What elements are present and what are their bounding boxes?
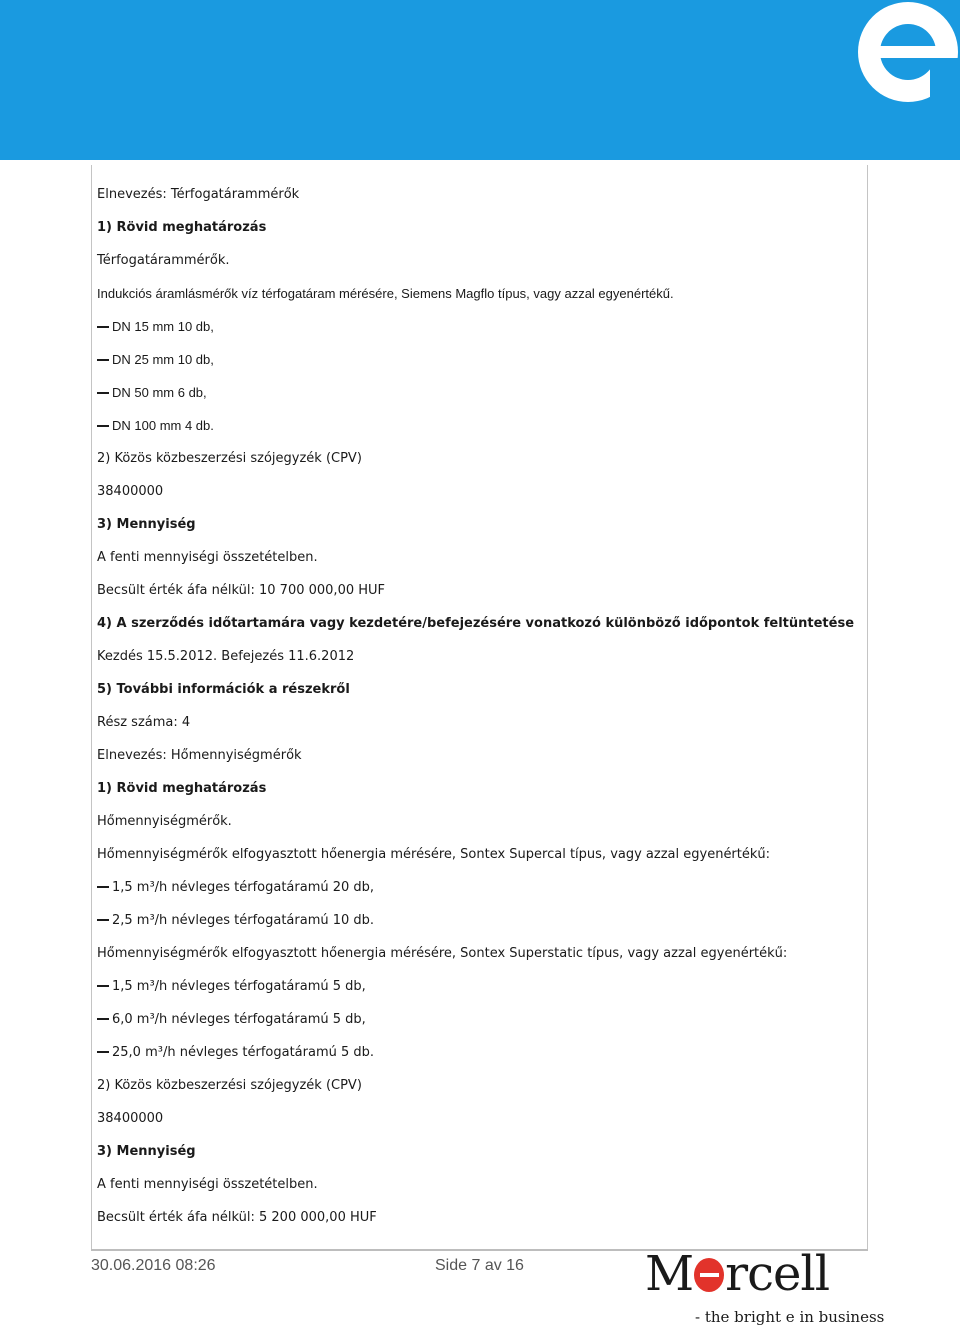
text-line xyxy=(97,574,857,607)
line-text: Elnevezés: Hőmennyiségmérők xyxy=(97,748,302,763)
line-text: Becsült érték áfa nélkül: 5 200 000,00 HUF xyxy=(97,1210,377,1225)
section-heading xyxy=(97,607,857,640)
dash-bullet-icon xyxy=(97,425,109,427)
list-item xyxy=(97,343,857,376)
brand-word-start: M xyxy=(645,1246,694,1302)
line-text: 3) Mennyiség xyxy=(97,517,196,532)
text-line xyxy=(97,706,857,739)
line-text: 1) Rövid meghatározás xyxy=(97,781,267,796)
line-text: Térfogatárammérők. xyxy=(97,253,230,268)
line-text: Becsült érték áfa nélkül: 10 700 000,00 HUF xyxy=(97,583,386,598)
line-text: 3) Mennyiség xyxy=(97,1144,196,1159)
list-item xyxy=(97,409,857,442)
text-line xyxy=(97,244,857,277)
dash-bullet-icon xyxy=(97,985,109,987)
e-logo-icon xyxy=(810,0,960,110)
text-line xyxy=(97,442,857,475)
section-heading xyxy=(97,211,857,244)
dash-bullet-icon xyxy=(97,359,109,361)
brand-word-end: rcell xyxy=(725,1246,830,1302)
text-line xyxy=(97,838,857,871)
document-body xyxy=(97,178,857,1234)
line-text: 4) A szerződés időtartamára vagy kezdetére/befejezésére vonatkozó különböző időpontok feltüntetése xyxy=(97,616,855,631)
dash-bullet-icon xyxy=(97,392,109,394)
line-text: Indukciós áramlásmérők víz térfogatáram mérésére, Siemens Magflo típus, vagy azzal egyenértékű. xyxy=(97,286,674,301)
text-line xyxy=(97,739,857,772)
text-line xyxy=(97,277,857,310)
line-text: 5) További információk a részekről xyxy=(97,682,350,697)
line-text: Elnevezés: Térfogatárammérők xyxy=(97,187,300,202)
list-item xyxy=(97,871,857,904)
list-item xyxy=(97,970,857,1003)
brand-logo xyxy=(645,1246,885,1329)
dash-bullet-icon xyxy=(97,886,109,888)
line-text: DN 100 mm 4 db. xyxy=(112,418,214,433)
line-text: 38400000 xyxy=(97,484,164,499)
line-text: 2,5 m³/h névleges térfogatáramú 10 db. xyxy=(112,913,375,928)
text-line xyxy=(97,178,857,211)
footer-page-number: Side 7 av 16 xyxy=(435,1257,524,1274)
text-line xyxy=(97,937,857,970)
section-heading xyxy=(97,508,857,541)
text-line xyxy=(97,541,857,574)
line-text: Hőmennyiségmérők elfogyasztott hőenergia mérésére, Sontex Supercal típus, vagy azzal egyenértékű: xyxy=(97,847,771,862)
dash-bullet-icon xyxy=(97,1018,109,1020)
line-text: DN 25 mm 10 db, xyxy=(112,352,214,367)
line-text: 2) Közös közbeszerzési szójegyzék (CPV) xyxy=(97,451,362,466)
brand-wordmark xyxy=(645,1246,829,1302)
section-heading xyxy=(97,772,857,805)
text-line xyxy=(97,475,857,508)
list-item xyxy=(97,904,857,937)
section-heading xyxy=(97,1135,857,1168)
footer-date: 30.06.2016 08:26 xyxy=(91,1257,216,1274)
line-text: 6,0 m³/h névleges térfogatáramú 5 db, xyxy=(112,1012,366,1027)
list-item xyxy=(97,310,857,343)
line-text: Rész száma: 4 xyxy=(97,715,191,730)
line-text: 2) Közös közbeszerzési szójegyzék (CPV) xyxy=(97,1078,362,1093)
line-text: 1,5 m³/h névleges térfogatáramú 5 db, xyxy=(112,979,366,994)
text-line xyxy=(97,1102,857,1135)
line-text: 38400000 xyxy=(97,1111,164,1126)
list-item xyxy=(97,1036,857,1069)
line-text: DN 15 mm 10 db, xyxy=(112,319,214,334)
text-line xyxy=(97,1201,857,1234)
list-item xyxy=(97,1003,857,1036)
line-text: Hőmennyiségmérők. xyxy=(97,814,232,829)
text-line xyxy=(97,1069,857,1102)
frame-border-right xyxy=(867,165,868,1250)
brand-tagline: - the bright e in business xyxy=(695,1308,885,1326)
line-text: A fenti mennyiségi összetételben. xyxy=(97,1177,318,1192)
line-text: DN 50 mm 6 db, xyxy=(112,385,207,400)
section-heading xyxy=(97,673,857,706)
line-text: Hőmennyiségmérők elfogyasztott hőenergia mérésére, Sontex Superstatic típus, vagy azzal egyenértékű: xyxy=(97,946,788,961)
dash-bullet-icon xyxy=(97,919,109,921)
line-text: A fenti mennyiségi összetételben. xyxy=(97,550,318,565)
dash-bullet-icon xyxy=(97,1051,109,1053)
line-text: 1,5 m³/h névleges térfogatáramú 20 db, xyxy=(112,880,375,895)
line-text: Kezdés 15.5.2012. Befejezés 11.6.2012 xyxy=(97,649,355,664)
e-logo-icon xyxy=(694,1258,724,1292)
text-line xyxy=(97,640,857,673)
frame-border-left xyxy=(91,165,92,1250)
list-item xyxy=(97,376,857,409)
line-text: 25,0 m³/h névleges térfogatáramú 5 db. xyxy=(112,1045,375,1060)
text-line xyxy=(97,1168,857,1201)
text-line xyxy=(97,805,857,838)
header-banner xyxy=(0,0,960,160)
line-text: 1) Rövid meghatározás xyxy=(97,220,267,235)
dash-bullet-icon xyxy=(97,326,109,328)
